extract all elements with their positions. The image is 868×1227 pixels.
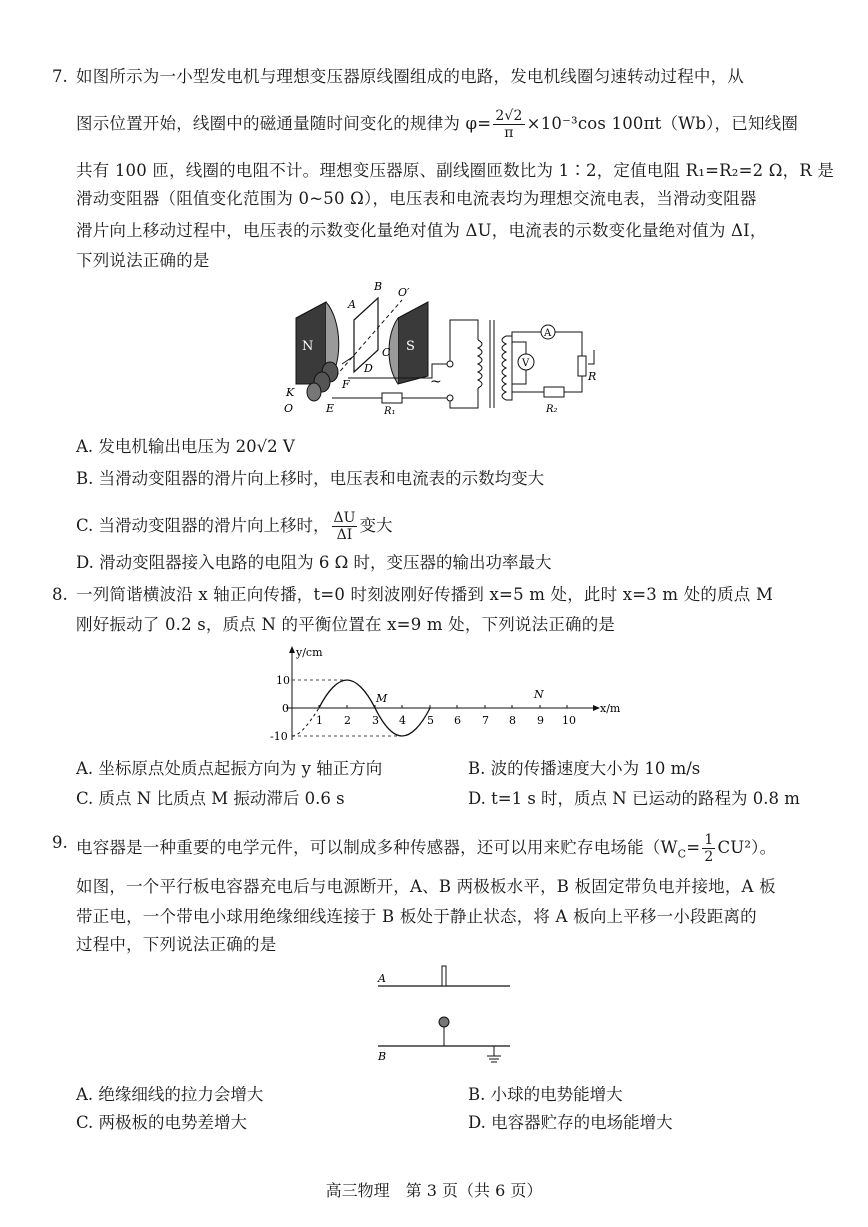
option-a: A. 坐标原点处质点起振方向为 y 轴正方向 [76, 759, 383, 778]
label-o: O [284, 402, 294, 415]
question-number: 7. [52, 67, 68, 86]
primary-wire-bottom [450, 388, 478, 408]
fraction-denominator: 2 [704, 849, 714, 865]
subscript: C [677, 847, 687, 861]
fraction-denominator: π [504, 125, 514, 141]
label-k: K [286, 386, 295, 399]
question-text: 带正电，一个带电小球用绝缘细线连接于 B 板处于静止状态，将 A 板向上平移一小段距离的 [76, 907, 757, 926]
label-b: B [374, 280, 383, 293]
option-b: B. 当滑动变阻器的滑片向上移时，电压表和电流表的示数均变大 [76, 469, 545, 488]
label-s: S [406, 339, 415, 354]
x-tick-label: 6 [454, 714, 461, 727]
text-segment: 电容器是一种重要的电学元件，可以制成多种传感器，还可以用来贮存电场能（W [76, 838, 678, 857]
page-footer: 高三物理 第 3 页（共 6 页） [325, 1181, 543, 1200]
point-n-label: N [534, 688, 544, 701]
label-n: N [302, 339, 314, 354]
option-c: C. 两极板的电势差增大 [76, 1113, 248, 1132]
label-r2: R₂ [546, 404, 558, 415]
voltmeter-label: V [522, 358, 530, 369]
voltmeter-wire [512, 342, 526, 354]
text-segment: 图示位置开始，线圈中的磁通量随时间变化的规律为 φ= [76, 114, 492, 133]
label-e: E [326, 402, 335, 415]
x-tick-label: 1 [316, 714, 323, 727]
y-tick-label: 0 [282, 702, 289, 715]
question-text: 如图，一个平行板电容器充电后与电源断开，A、B 两极板水平，B 板固定带负电并接地，A 板 [76, 877, 776, 896]
question-text: 下列说法正确的是 [76, 251, 210, 270]
ammeter-label: A [544, 328, 552, 339]
coil-loop [354, 298, 378, 372]
generator-circuit-figure [282, 280, 622, 420]
question-text: 刚好振动了 0.2 s，质点 N 的平衡位置在 x=9 m 处，下列说法正确的是 [76, 615, 616, 634]
x-tick-label: 5 [427, 714, 434, 727]
option-a: A. 绝缘细线的拉力会增大 [76, 1085, 264, 1104]
rheostat-r [578, 356, 586, 376]
charged-ball [439, 1017, 449, 1027]
terminal [447, 395, 453, 401]
plate-a-lead [442, 966, 446, 986]
text-segment: 变大 [359, 516, 393, 535]
option-d: D. 滑动变阻器接入电路的电阻为 6 Ω 时，变压器的输出功率最大 [76, 553, 552, 572]
option-d: D. t=1 s 时，质点 N 已运动的路程为 0.8 m [468, 789, 800, 808]
label-d: D [364, 362, 373, 375]
coil-lead [342, 356, 354, 364]
text-segment: C. 当滑动变阻器的滑片向上移时， [76, 516, 330, 535]
capacitor-figure [376, 960, 526, 1080]
label-plate-b: B [378, 1050, 387, 1063]
label-r1: R₁ [384, 406, 396, 417]
x-tick-label: 4 [399, 714, 406, 727]
fraction-denominator: ΔI [336, 527, 353, 543]
question-text: 滑片向上移动过程中，电压表的示数变化量绝对值为 ΔU，电流表的示数变化量绝对值为 ΔI， [76, 221, 767, 240]
fraction-numerator: 2√2 [495, 108, 523, 124]
text-segment: ×10⁻³cos 100πt（Wb），已知线圈 [526, 114, 799, 133]
y-tick-label: -10 [270, 730, 288, 743]
question-number: 9. [52, 833, 68, 852]
option-c [76, 510, 392, 543]
question-text: 如图所示为一小型发电机与理想变压器原线圈组成的电路，发电机线圈匀速转动过程中，从 [76, 67, 744, 86]
y-axis-label: y/cm [296, 646, 323, 659]
fraction-numerator: 1 [704, 832, 714, 848]
option-c: C. 质点 N 比质点 M 振动滞后 0.6 s [76, 789, 345, 808]
slip-ring [307, 383, 321, 401]
wave-graph [266, 644, 626, 749]
option-b: B. 小球的电势能增大 [468, 1085, 623, 1104]
x-tick-label: 3 [372, 714, 379, 727]
ac-symbol: ~ [430, 374, 442, 390]
y-tick-label: 10 [276, 674, 290, 687]
label-c: C [382, 346, 391, 359]
x-tick-label: 10 [562, 714, 576, 727]
fraction [493, 108, 524, 141]
point-m-label: M [376, 692, 388, 705]
secondary-coil [502, 336, 506, 400]
x-tick-label: 7 [482, 714, 489, 727]
option-b: B. 波的传播速度大小为 10 m/s [468, 759, 701, 778]
wave-dashed-segment [292, 708, 319, 736]
fraction [702, 832, 715, 865]
x-axis-label: x/m [600, 702, 621, 715]
x-tick-label: 8 [509, 714, 516, 727]
fraction [332, 510, 358, 543]
question-text [76, 832, 776, 865]
question-text: 过程中，下列说法正确的是 [76, 935, 277, 954]
option-a: A. 发电机输出电压为 20√2 V [76, 437, 295, 456]
text-segment: CU²）。 [717, 838, 777, 857]
y-axis-arrow [289, 646, 295, 653]
primary-coil [478, 340, 482, 388]
x-tick-label: 2 [344, 714, 351, 727]
option-d: D. 电容器贮存的电场能增大 [468, 1113, 673, 1132]
text-segment: = [686, 838, 701, 857]
wire [564, 376, 582, 392]
question-number: 8. [52, 585, 68, 604]
secondary-wire-bottom [506, 392, 544, 400]
question-text: 共有 100 匝，线圈的电阻不计。理想变压器原、副线圈匝数比为 1∶2，定值电阻 R₁=R₂=2 Ω，R 是 [76, 161, 835, 180]
resistor-r1 [382, 393, 402, 403]
label-o-prime: O′ [398, 286, 410, 299]
terminal [447, 361, 453, 367]
x-tick-label: 9 [537, 714, 544, 727]
fraction-numerator: ΔU [333, 510, 356, 526]
primary-wire-top [450, 320, 478, 361]
question-text: 一列简谐横波沿 x 轴正向传播，t=0 时刻波刚好传播到 x=5 m 处，此时 x=3 m 处的质点 M [76, 585, 774, 604]
x-axis-arrow [593, 705, 600, 711]
label-a: A [348, 298, 356, 311]
question-text: 滑动变阻器（阻值变化范围为 0~50 Ω），电压表和电流表均为理想交流电表，当滑动变阻器 [76, 189, 757, 208]
voltmeter-wire [512, 370, 526, 384]
question-text [76, 108, 798, 141]
label-f: F [342, 378, 350, 391]
label-plate-a: A [378, 972, 386, 985]
label-r: R [588, 370, 597, 383]
rheostat-slider [588, 350, 594, 364]
resistor-r2 [544, 387, 564, 397]
